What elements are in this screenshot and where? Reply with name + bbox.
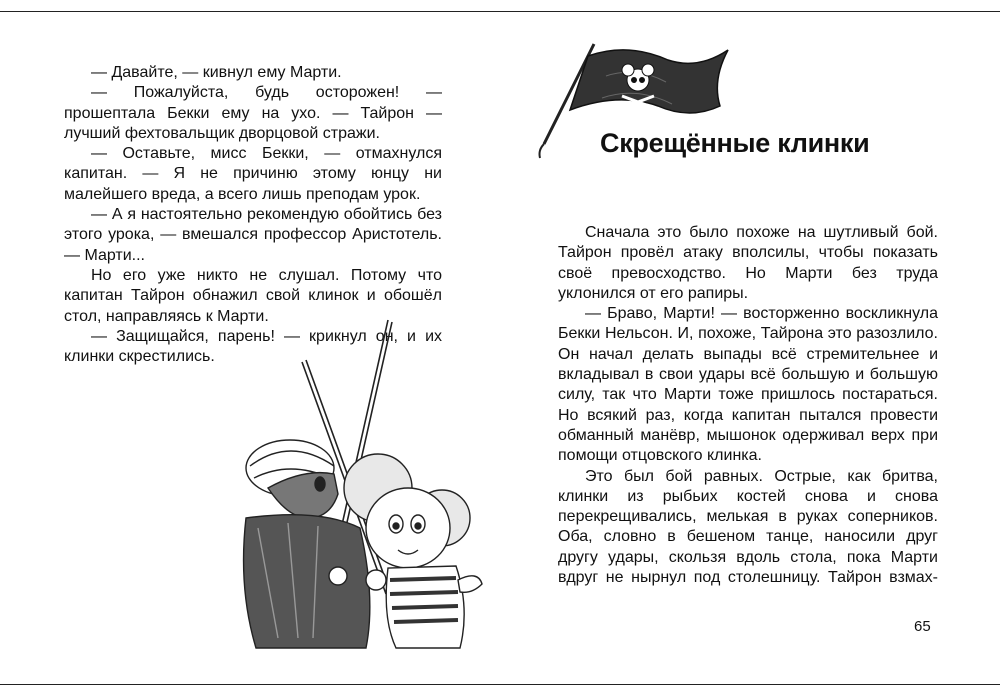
paragraph: Сначала это было похоже на шутливый бой. Тайрон провёл атаку вполсилы, чтобы показать своё превосходство. Но Марти без труда уклонился от его рапиры.	[558, 224, 938, 302]
top-border-line	[0, 11, 1000, 12]
paragraph: — Пожалуйста, будь осторожен! — прошептала Бекки ему на ухо. — Тайрон — лучший фехтовальщик дворцовой стражи.	[64, 84, 442, 142]
paragraph: — Защищайся, парень! — крикнул он, и их клинки скрестились.	[64, 327, 442, 366]
paragraph: Это был бой равных. Острые, как бритва, клинки из рыбьих костей снова и снова перекрещивались, мелькая в руках соперников. Оба, словно в бешеном танце, наносили друг другу удары, скользя вдоль стола, пока Марти вдруг не нырнул под столешницу. Тайрон взмах-	[558, 467, 938, 587]
sword-duel-illustration	[228, 318, 508, 668]
right-page-text	[558, 223, 938, 588]
page-number: 65	[914, 618, 931, 635]
paragraph: — Давайте, — кивнул ему Марти.	[91, 64, 342, 81]
paragraph: — Оставьте, мисс Бекки, — отмахнулся капитан. — Я не причиню этому юнцу ни малейшего вреда, а всего лишь преподам урок.	[64, 145, 442, 203]
chapter-title: Скрещённые клинки	[600, 128, 870, 158]
paragraph: Но его уже никто не слушал. Потому что капитан Тайрон обнажил свой клинок и обошёл стол, направляясь к Марти.	[64, 266, 442, 325]
paragraph: — Браво, Марти! — восторженно воскликнула Бекки Нельсон. И, похоже, Тайрона это разозлило. Он начал делать выпады всё стремительнее и вкладывал в свои удары всё большую и большую силу, так что Марти тоже пришлось постараться. Но всякий раз, когда капитан пытался провести обманный манёвр, мышонок одерживал верх при помощи отцовского клинка.	[558, 305, 938, 465]
paragraph: — А я настоятельно рекомендую обойтись без этого урока, — вмешался профессор Аристотель. — Марти...	[64, 206, 442, 264]
bottom-border-line	[0, 684, 1000, 685]
